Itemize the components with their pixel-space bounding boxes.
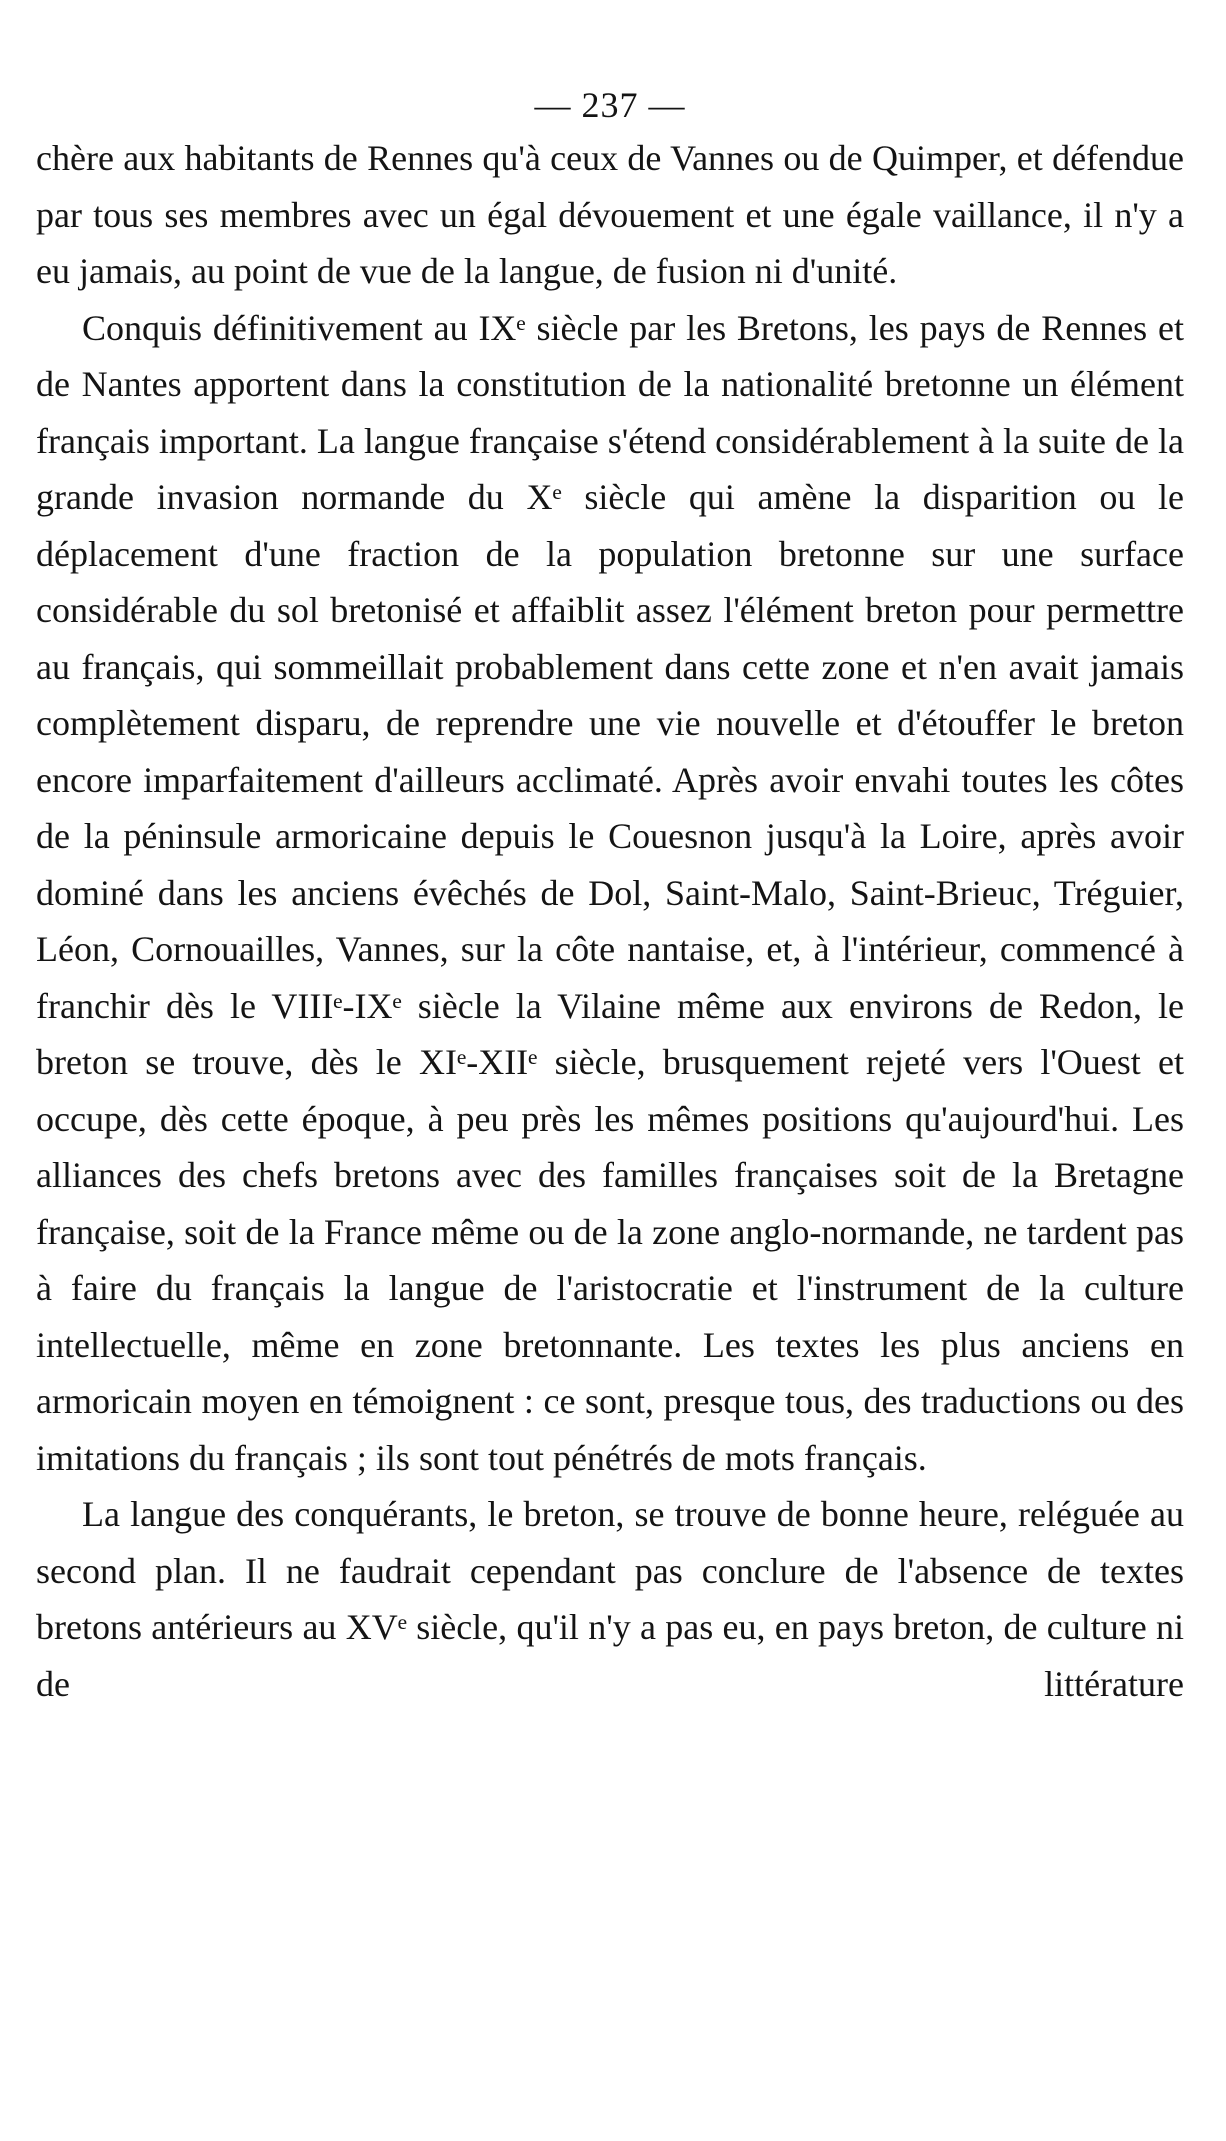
page-number: — 237 — [534, 85, 686, 125]
book-page [36, 80, 1184, 1712]
paragraph-language-of-conquerors: La langue des conquérants, le breton, se trouve de bonne heure, reléguée au second plan. Il ne faudrait cependant pas conclure de l'absence de textes bretons antérieurs au XVᵉ siècle, qu'il n'y a pas eu, en pays breton, de culture ni de littérature [36, 1494, 1184, 1704]
paragraph-continuation: chère aux habitants de Rennes qu'à ceux de Vannes ou de Quimper, et défendue par tous ses membres avec un égal dévouement et une égale vaillance, il n'y a eu jamais, au point de vue de la langue, de fusion ni d'unité. [36, 138, 1184, 291]
paragraph-conquest: Conquis définitivement au IXᵉ siècle par les Bretons, les pays de Rennes et de Nantes apportent dans la constitution de la nationalité bretonne un élément français important. La langue française s'étend considérablement à la suite de la grande invasion normande du Xᵉ siècle qui amène la disparition ou le déplacement d'une fraction de la population bretonne sur une surface considérable du sol bretonisé et affaiblit assez l'élément breton pour permettre au français, qui sommeillait probablement dans cette zone et n'en avait jamais complètement disparu, de reprendre une vie nouvelle et d'étouffer le breton encore imparfaitement d'ailleurs acclimaté. Après avoir envahi toutes les côtes de la péninsule armoricaine depuis le Couesnon jusqu'à la Loire, après avoir dominé dans les anciens évêchés de Dol, Saint-Malo, Saint-Brieuc, Tréguier, Léon, Cornouailles, Vannes, sur la côte nantaise, et, à l'intérieur, commencé à franchir dès le VIIIᵉ-IXᵉ siècle la Vilaine même aux environs de Redon, le breton se trouve, dès le XIᵉ-XIIᵉ siècle, brusquement rejeté vers l'Ouest et occupe, dès cette époque, à peu près les mêmes positions qu'aujourd'hui. Les alliances des chefs bretons avec des familles françaises soit de la Bretagne française, soit de la France même ou de la zone anglo-normande, ne tardent pas à faire du français la langue de l'aristocratie et l'instrument de la culture intellectuelle, même en zone bretonnante. Les textes les plus anciens en armoricain moyen en témoignent : ce sont, presque tous, des traductions ou des imitations du français ; ils sont tout pénétrés de mots français. [36, 307, 1184, 1478]
